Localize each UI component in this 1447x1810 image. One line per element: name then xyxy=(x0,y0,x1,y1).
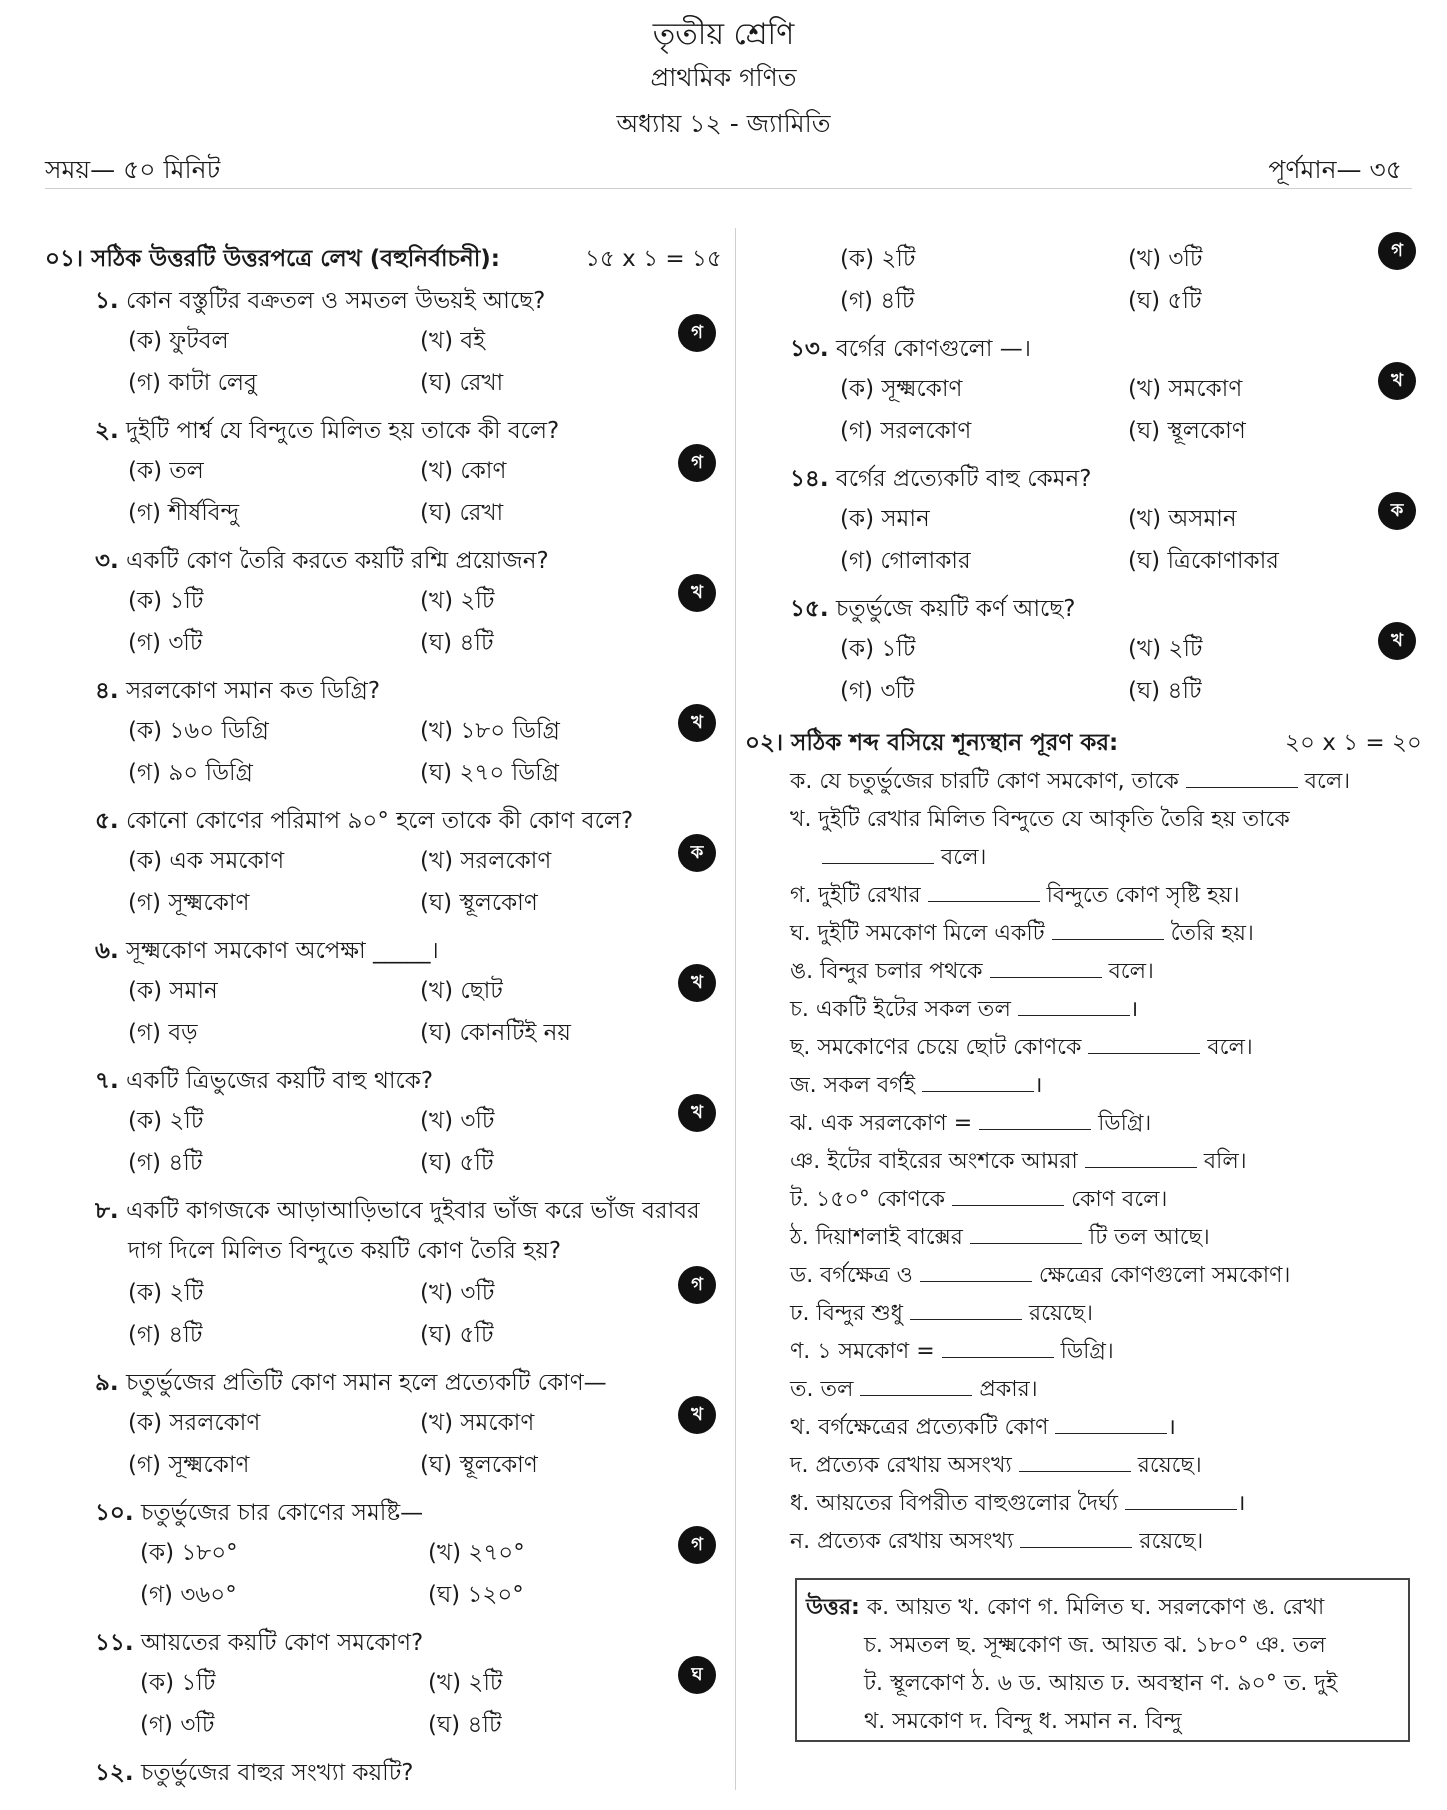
blank-line xyxy=(1125,1491,1237,1510)
fill-item: ক. যে চতুর্ভুজের চারটি কোণ সমকোণ, তাকে বলে। xyxy=(790,769,1351,794)
time-label: সময়— ৫০ মিনিট xyxy=(45,155,221,184)
option-13a: (ক) সূক্ষ্মকোণ xyxy=(840,376,963,402)
subject-title: প্রাথমিক গণিত xyxy=(650,63,797,92)
question-8-line2: দাগ দিলে মিলিত বিন্দুতে কয়টি কোণ তৈরি হয়? xyxy=(128,1238,562,1264)
option-5a: (ক) এক সমকোণ xyxy=(128,848,285,874)
fill-item: ছ. সমকোণের চেয়ে ছোট কোণকে বলে। xyxy=(790,1035,1253,1060)
blank-line xyxy=(910,1301,1022,1320)
option-3d: (ঘ) ৪টি xyxy=(420,630,494,656)
fill-item: জ. সকল বর্গই । xyxy=(790,1073,1043,1098)
option-5c: (গ) সূক্ষ্মকোণ xyxy=(128,890,250,916)
option-1d: (ঘ) রেখা xyxy=(420,370,504,396)
answer-line-4: থ. সমকোণ দ. বিন্দু ধ. সমান ন. বিন্দু xyxy=(864,1709,1182,1734)
option-4c: (গ) ৯০ ডিগ্রি xyxy=(128,760,253,786)
answer-badge-14: ক xyxy=(1378,492,1416,530)
option-7a: (ক) ২টি xyxy=(128,1108,204,1134)
option-8a: (ক) ২টি xyxy=(128,1280,204,1306)
blank-line xyxy=(990,959,1102,978)
answer-badge-5: ক xyxy=(678,834,716,872)
option-10c: (গ) ৩৬০° xyxy=(140,1582,237,1608)
section1-marks: ১৫ x ১ = ১৫ xyxy=(585,246,722,272)
option-14c: (গ) গোলাকার xyxy=(840,548,971,574)
blank-line xyxy=(1186,769,1298,788)
question-4: ৪. সরলকোণ সমান কত ডিগ্রি? xyxy=(95,678,381,704)
fill-item: থ. বর্গক্ষেত্রের প্রত্যেকটি কোণ । xyxy=(790,1415,1176,1440)
fill-item: বলে। xyxy=(822,840,986,877)
answer-badge-15: খ xyxy=(1378,622,1416,660)
fill-item: ন. প্রত্যেক রেখায় অসংখ্য রয়েছে। xyxy=(790,1529,1204,1554)
option-2d: (ঘ) রেখা xyxy=(420,500,504,526)
blank-line xyxy=(1019,1453,1131,1472)
option-6b: (খ) ছোট xyxy=(420,978,503,1004)
blank-line xyxy=(860,1377,972,1396)
fill-item: ট. ১৫০° কোণকে কোণ বলে। xyxy=(790,1187,1168,1212)
fill-item: ঘ. দুইটি সমকোণ মিলে একটি তৈরি হয়। xyxy=(790,921,1254,946)
option-1b: (খ) বই xyxy=(420,328,486,354)
question-15: ১৫. চতুর্ভুজে কয়টি কর্ণ আছে? xyxy=(790,596,1076,622)
question-12: ১২. চতুর্ভুজের বাহুর সংখ্যা কয়টি? xyxy=(95,1760,414,1786)
option-11c: (গ) ৩টি xyxy=(140,1712,215,1738)
option-7b: (খ) ৩টি xyxy=(420,1108,495,1134)
option-4a: (ক) ১৬০ ডিগ্রি xyxy=(128,718,269,744)
blank-line xyxy=(1085,1149,1197,1168)
option-15a: (ক) ১টি xyxy=(840,636,916,662)
option-2c: (গ) শীর্ষবিন্দু xyxy=(128,500,240,526)
blank-line xyxy=(928,883,1040,902)
option-6d: (ঘ) কোনটিই নয় xyxy=(420,1020,571,1046)
blank-line xyxy=(1018,997,1130,1016)
option-3b: (খ) ২টি xyxy=(420,588,495,614)
blank-line xyxy=(1020,1529,1132,1548)
option-8c: (গ) ৪টি xyxy=(128,1322,203,1348)
option-2b: (খ) কোণ xyxy=(420,458,507,484)
column-divider xyxy=(735,228,736,1790)
answer-badge-8: গ xyxy=(678,1266,716,1304)
blank-line xyxy=(970,1225,1082,1244)
blank-line xyxy=(942,1339,1054,1358)
question-10: ১০. চতুর্ভুজের চার কোণের সমষ্টি— xyxy=(95,1500,424,1526)
option-15b: (খ) ২টি xyxy=(1128,636,1203,662)
option-1a: (ক) ফুটবল xyxy=(128,328,229,354)
question-8: ৮. একটি কাগজকে আড়াআড়িভাবে দুইবার ভাঁজ করে ভাঁজ বরাবর xyxy=(95,1198,700,1224)
blank-line xyxy=(952,1187,1064,1206)
blank-line xyxy=(922,1073,1034,1092)
question-2: ২. দুইটি পার্শ্ব যে বিন্দুতে মিলিত হয় তাকে কী বলে? xyxy=(95,418,560,444)
option-6a: (ক) সমান xyxy=(128,978,218,1004)
section1-number: ০১। xyxy=(45,246,84,272)
fill-item: ড. বর্গক্ষেত্র ও ক্ষেত্রের কোণগুলো সমকোণ। xyxy=(790,1263,1291,1288)
option-9a: (ক) সরলকোণ xyxy=(128,1410,261,1436)
fill-item: ধ. আয়তের বিপরীত বাহুগুলোর দৈর্ঘ্য । xyxy=(790,1491,1246,1516)
fill-item: ঞ. ইটের বাইরের অংশকে আমরা বলি। xyxy=(790,1149,1247,1174)
option-8b: (খ) ৩টি xyxy=(420,1280,495,1306)
answer-badge-9: খ xyxy=(678,1396,716,1434)
option-6c: (গ) বড় xyxy=(128,1020,198,1046)
option-10b: (খ) ২৭০° xyxy=(428,1540,525,1566)
answer-badge-13: খ xyxy=(1378,362,1416,400)
option-13d: (ঘ) স্থূলকোণ xyxy=(1128,418,1246,444)
option-14a: (ক) সমান xyxy=(840,506,930,532)
option-10d: (ঘ) ১২০° xyxy=(428,1582,524,1608)
option-12a: (ক) ২টি xyxy=(840,246,916,272)
answer-line-2: চ. সমতল ছ. সূক্ষ্মকোণ জ. আয়ত ঝ. ১৮০° ঞ. তল xyxy=(864,1633,1326,1658)
class-title: তৃতীয় শ্রেণি xyxy=(652,17,795,52)
option-11d: (ঘ) ৪টি xyxy=(428,1712,502,1738)
option-15c: (গ) ৩টি xyxy=(840,678,915,704)
option-7d: (ঘ) ৫টি xyxy=(420,1150,494,1176)
section2-marks: ২০ x ১ = ২০ xyxy=(1285,730,1422,756)
option-13c: (গ) সরলকোণ xyxy=(840,418,972,444)
option-12b: (খ) ৩টি xyxy=(1128,246,1203,272)
question-1: ১. কোন বস্তুটির বক্রতল ও সমতল উভয়ই আছে? xyxy=(95,288,546,314)
header-divider xyxy=(45,188,1412,189)
option-4d: (ঘ) ২৭০ ডিগ্রি xyxy=(420,760,559,786)
fill-item: খ. দুইটি রেখার মিলিত বিন্দুতে যে আকৃতি তৈরি হয় তাকে xyxy=(790,807,1290,832)
fill-item: ঝ. এক সরলকোণ = ডিগ্রি। xyxy=(790,1111,1152,1136)
answer-badge-1: গ xyxy=(678,314,716,352)
option-11a: (ক) ১টি xyxy=(140,1670,216,1696)
blank-line xyxy=(1088,1035,1200,1054)
fill-item: চ. একটি ইটের সকল তল । xyxy=(790,997,1139,1022)
option-1c: (গ) কাটা লেবু xyxy=(128,370,257,396)
question-14: ১৪. বর্গের প্রত্যেকটি বাহু কেমন? xyxy=(790,466,1092,492)
option-9d: (ঘ) স্থূলকোণ xyxy=(420,1452,538,1478)
option-14b: (খ) অসমান xyxy=(1128,506,1237,532)
answer-badge-7: খ xyxy=(678,1094,716,1132)
blank-line xyxy=(1055,1415,1167,1434)
answer-badge-12: গ xyxy=(1378,232,1416,270)
question-6: ৬. সূক্ষ্মকোণ সমকোণ অপেক্ষা _____। xyxy=(95,938,439,964)
question-7: ৭. একটি ত্রিভুজের কয়টি বাহু থাকে? xyxy=(95,1068,434,1094)
fill-item: ঢ. বিন্দুর শুধু রয়েছে। xyxy=(790,1301,1093,1326)
option-12d: (ঘ) ৫টি xyxy=(1128,288,1202,314)
section1-title: সঠিক উত্তরটি উত্তরপত্রে লেখ (বহুনির্বাচনী): xyxy=(91,246,500,272)
blank-line xyxy=(979,1111,1091,1130)
option-10a: (ক) ১৮০° xyxy=(140,1540,238,1566)
option-5b: (খ) সরলকোণ xyxy=(420,848,552,874)
chapter-title: অধ্যায় ১২ - জ্যামিতি xyxy=(616,109,831,138)
question-11: ১১. আয়তের কয়টি কোণ সমকোণ? xyxy=(95,1630,424,1656)
section1-heading xyxy=(45,240,500,279)
option-9c: (গ) সূক্ষ্মকোণ xyxy=(128,1452,250,1478)
answer-badge-4: খ xyxy=(678,704,716,742)
answer-line-1: উত্তর: ক. আয়ত খ. কোণ গ. মিলিত ঘ. সরলকোণ ঙ. রেখা xyxy=(806,1595,1325,1620)
fill-item: ত. তল প্রকার। xyxy=(790,1377,1038,1402)
option-4b: (খ) ১৮০ ডিগ্রি xyxy=(420,718,560,744)
section2-title: সঠিক শব্দ বসিয়ে শূন্যস্থান পূরণ কর: xyxy=(791,730,1119,756)
option-15d: (ঘ) ৪টি xyxy=(1128,678,1202,704)
answer-line-3: ট. স্থূলকোণ ঠ. ৬ ড. আয়ত ঢ. অবস্থান ণ. ৯০° ত. দুই xyxy=(864,1671,1338,1696)
option-2a: (ক) তল xyxy=(128,458,204,484)
full-marks-label: পূর্ণমান— ৩৫ xyxy=(1268,155,1402,184)
fill-item: গ. দুইটি রেখার বিন্দুতে কোণ সৃষ্টি হয়। xyxy=(790,883,1240,908)
option-12c: (গ) ৪টি xyxy=(840,288,915,314)
option-5d: (ঘ) স্থূলকোণ xyxy=(420,890,538,916)
fill-item: ঙ. বিন্দুর চলার পথকে বলে। xyxy=(790,959,1154,984)
answer-badge-10: গ xyxy=(678,1526,716,1564)
answer-label: উত্তর: xyxy=(806,1595,860,1620)
blank-line xyxy=(1052,921,1164,940)
question-5: ৫. কোনো কোণের পরিমাপ ৯০° হলে তাকে কী কোণ বলে? xyxy=(95,808,634,834)
answer-badge-3: খ xyxy=(678,574,716,612)
answer-badge-11: ঘ xyxy=(678,1656,716,1694)
answer-badge-2: গ xyxy=(678,444,716,482)
option-11b: (খ) ২টি xyxy=(428,1670,503,1696)
section2-heading xyxy=(745,724,1118,763)
answer-badge-6: খ xyxy=(678,964,716,1002)
question-13: ১৩. বর্গের কোণগুলো —। xyxy=(790,336,1031,362)
fill-item: দ. প্রত্যেক রেখায় অসংখ্য রয়েছে। xyxy=(790,1453,1202,1478)
question-3: ৩. একটি কোণ তৈরি করতে কয়টি রশ্মি প্রয়োজন? xyxy=(95,548,549,574)
fill-item: ণ. ১ সমকোণ = ডিগ্রি। xyxy=(790,1339,1114,1364)
option-3a: (ক) ১টি xyxy=(128,588,204,614)
fill-item: ঠ. দিয়াশলাই বাক্সের টি তল আছে। xyxy=(790,1225,1210,1250)
option-7c: (গ) ৪টি xyxy=(128,1150,203,1176)
blank-line xyxy=(822,845,934,864)
option-13b: (খ) সমকোণ xyxy=(1128,376,1243,402)
section2-number: ০২। xyxy=(745,730,784,756)
option-14d: (ঘ) ত্রিকোণাকার xyxy=(1128,548,1279,574)
blank-line xyxy=(920,1263,1032,1282)
option-8d: (ঘ) ৫টি xyxy=(420,1322,494,1348)
question-9: ৯. চতুর্ভুজের প্রতিটি কোণ সমান হলে প্রত্যেকটি কোণ— xyxy=(95,1370,607,1396)
option-3c: (গ) ৩টি xyxy=(128,630,203,656)
option-9b: (খ) সমকোণ xyxy=(420,1410,535,1436)
